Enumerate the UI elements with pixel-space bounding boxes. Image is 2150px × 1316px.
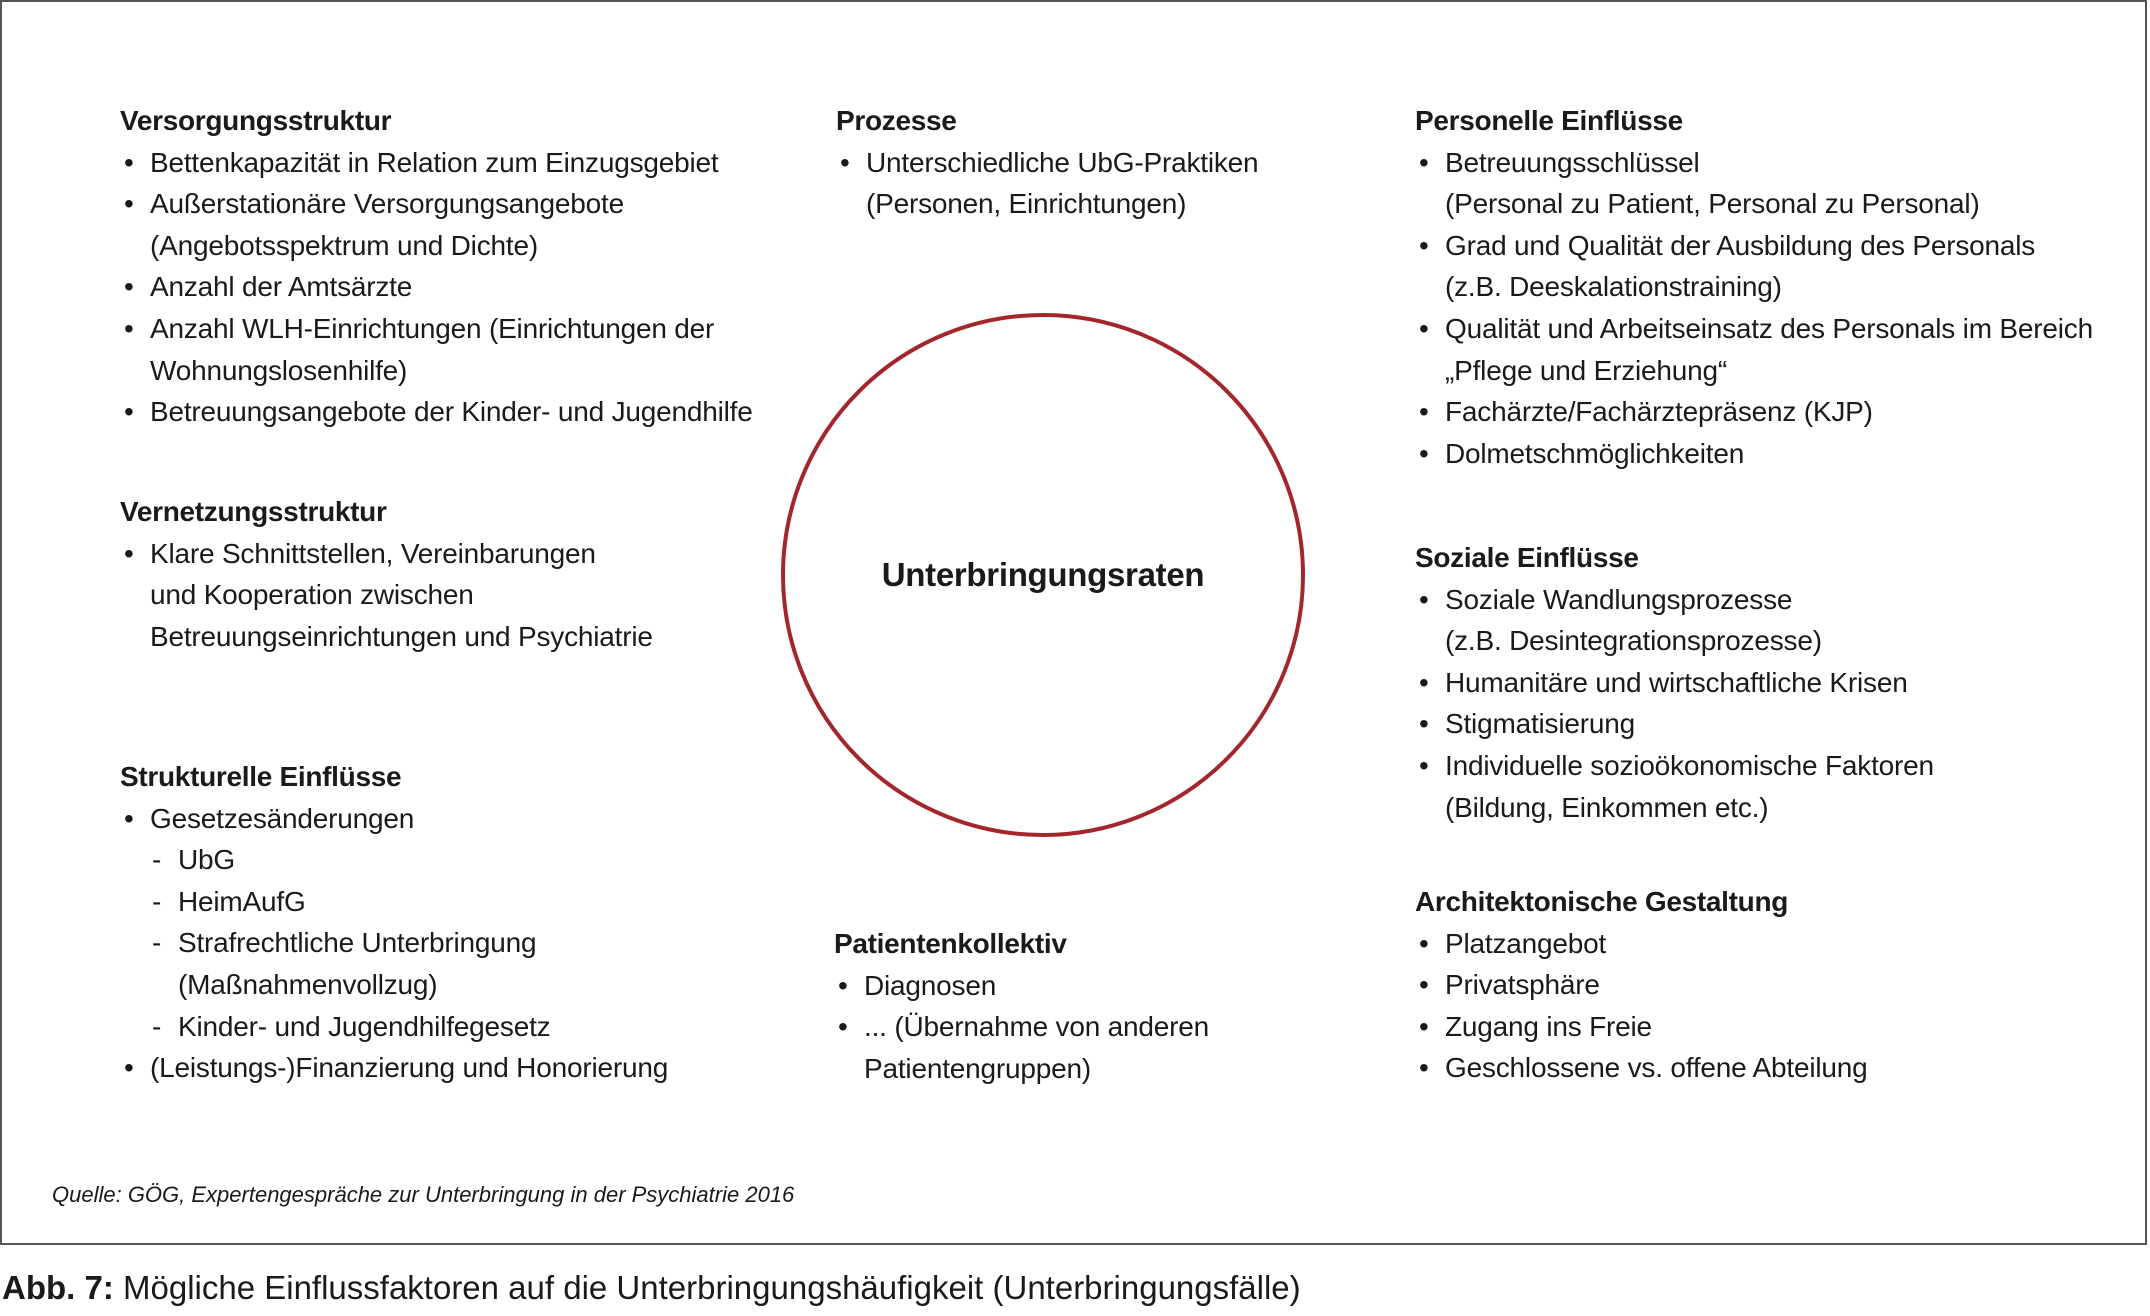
sub-list-item: - HeimAufG bbox=[120, 881, 668, 923]
architektonische-gestaltung-block bbox=[1415, 881, 1868, 1089]
versorgungsstruktur-title: Versorgungsstruktur bbox=[120, 105, 392, 136]
vernetzungsstruktur-block bbox=[120, 491, 653, 657]
sub-list-item: - Kinder- und Jugendhilfegesetz bbox=[120, 1006, 668, 1048]
soziale-einfluesse-title: Soziale Einflüsse bbox=[1415, 542, 1639, 573]
list-item: • Diagnosen bbox=[834, 965, 1209, 1007]
personelle-einfluesse-title: Personelle Einflüsse bbox=[1415, 105, 1683, 136]
list-item: • Qualität und Arbeitseinsatz des Personals im Bereich „Pflege und Erziehung“ bbox=[1415, 308, 2093, 391]
personelle-einfluesse-block bbox=[1415, 100, 2093, 474]
list-item: • Privatsphäre bbox=[1415, 964, 1868, 1006]
prozesse-block bbox=[836, 100, 1258, 225]
strukturelle-einfluesse-list bbox=[120, 798, 668, 1089]
patientenkollektiv-list bbox=[834, 965, 1209, 1090]
list-item: • Platzangebot bbox=[1415, 923, 1868, 965]
versorgungsstruktur-block bbox=[120, 100, 753, 433]
architektonische-gestaltung-list bbox=[1415, 923, 1868, 1089]
architektonische-gestaltung-title: Architektonische Gestaltung bbox=[1415, 886, 1789, 917]
vernetzungsstruktur-list bbox=[120, 533, 653, 658]
list-item: • Geschlossene vs. offene Abteilung bbox=[1415, 1047, 1868, 1089]
list-item: • Humanitäre und wirtschaftliche Krisen bbox=[1415, 662, 1934, 704]
list-item: • Soziale Wandlungsprozesse (z.B. Desintegrationsprozesse) bbox=[1415, 579, 1934, 662]
list-item: • Dolmetschmöglichkeiten bbox=[1415, 433, 2093, 475]
personelle-einfluesse-list bbox=[1415, 142, 2093, 475]
prozesse-title: Prozesse bbox=[836, 105, 957, 136]
list-item: • Außerstationäre Versorgungsangebote (Angebotsspektrum und Dichte) bbox=[120, 183, 753, 266]
list-item: • Individuelle sozioökonomische Faktoren (Bildung, Einkommen etc.) bbox=[1415, 745, 1934, 828]
figure-caption-label: Abb. 7: bbox=[2, 1269, 114, 1306]
sub-list-item: - Strafrechtliche Unterbringung (Maßnahmenvollzug) bbox=[120, 922, 668, 1005]
vernetzungsstruktur-title: Vernetzungsstruktur bbox=[120, 496, 387, 527]
prozesse-list bbox=[836, 142, 1258, 225]
patientenkollektiv-title: Patientenkollektiv bbox=[834, 928, 1067, 959]
center-label: Unterbringungsraten bbox=[881, 556, 1205, 593]
list-item: • Bettenkapazität in Relation zum Einzugsgebiet bbox=[120, 142, 753, 184]
versorgungsstruktur-list bbox=[120, 142, 753, 433]
list-item: • Anzahl WLH-Einrichtungen (Einrichtungen der Wohnungslosenhilfe) bbox=[120, 308, 753, 391]
list-item: • Zugang ins Freie bbox=[1415, 1006, 1868, 1048]
strukturelle-einfluesse-block bbox=[120, 756, 668, 1089]
list-item: • Grad und Qualität der Ausbildung des Personals (z.B. Deeskalationstraining) bbox=[1415, 225, 2093, 308]
source-note: Quelle: GÖG, Expertengespräche zur Unterbringung in der Psychiatrie 2016 bbox=[52, 1182, 795, 1207]
list-item: • Betreuungsangebote der Kinder- und Jugendhilfe bbox=[120, 391, 753, 433]
list-item: • (Leistungs-)Finanzierung und Honorierung bbox=[120, 1047, 668, 1089]
figure-caption-text: Mögliche Einflussfaktoren auf die Unterbringungshäufigkeit (Unterbringungsfälle) bbox=[113, 1269, 1301, 1306]
strukturelle-einfluesse-title: Strukturelle Einflüsse bbox=[120, 761, 402, 792]
list-item: • Fachärzte/Fachärztepräsenz (KJP) bbox=[1415, 391, 2093, 433]
soziale-einfluesse-list bbox=[1415, 579, 1934, 829]
list-item: • Gesetzesänderungen bbox=[120, 798, 668, 840]
soziale-einfluesse-block bbox=[1415, 537, 1934, 828]
list-item: • Stigmatisierung bbox=[1415, 703, 1934, 745]
figure-caption bbox=[2, 1266, 1301, 1310]
list-item: • Betreuungsschlüssel (Personal zu Patient, Personal zu Personal) bbox=[1415, 142, 2093, 225]
list-item: • Anzahl der Amtsärzte bbox=[120, 266, 753, 308]
sub-list-item: - UbG bbox=[120, 839, 668, 881]
list-item: • Klare Schnittstellen, Vereinbarungen und Kooperation zwischen Betreuungseinrichtungen und Psychiatrie bbox=[120, 533, 653, 658]
list-item: • Unterschiedliche UbG-Praktiken (Personen, Einrichtungen) bbox=[836, 142, 1258, 225]
list-item: • ... (Übernahme von anderen Patientengruppen) bbox=[834, 1006, 1209, 1089]
patientenkollektiv-block bbox=[834, 923, 1209, 1089]
